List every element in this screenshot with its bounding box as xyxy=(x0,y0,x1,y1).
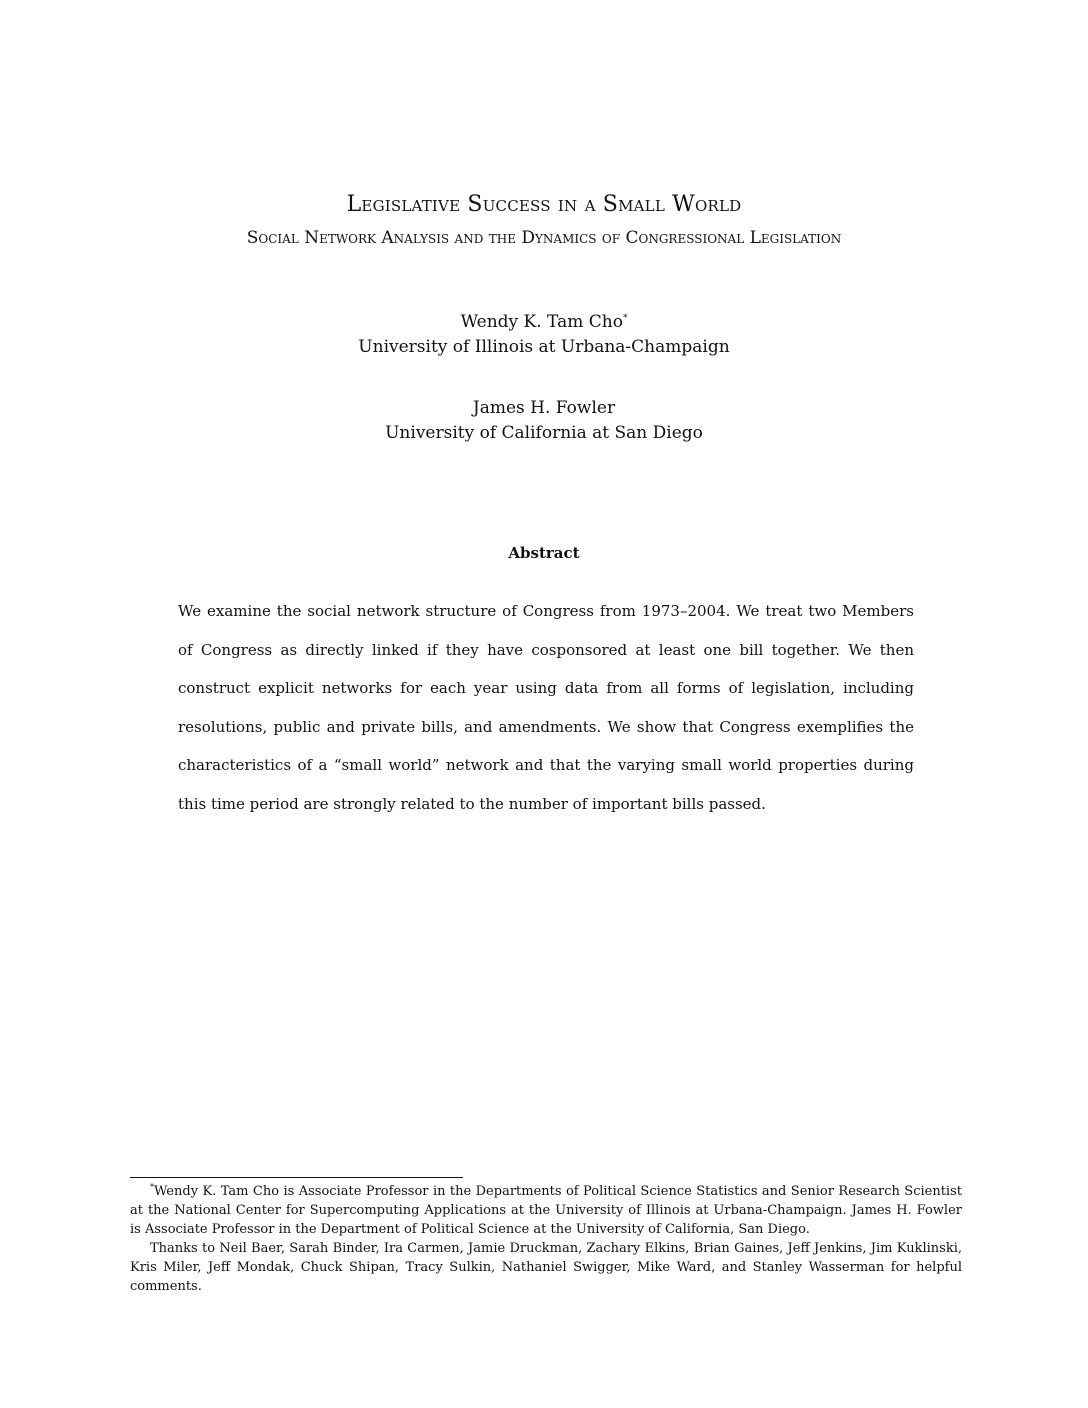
paper-subtitle: Social Network Analysis and the Dynamics of Congressional Legislation xyxy=(246,228,842,248)
author-name xyxy=(0,310,1088,335)
footnote-divider xyxy=(130,1177,463,1178)
author-block-fowler xyxy=(0,396,1088,446)
footnote-thanks: Thanks to Neil Baer, Sarah Binder, Ira Carmen, Jamie Druckman, Zachary Elkins, Brian Gaines, Jeff Jenkins, Jim Kuklinski, Kris Miler, Jeff Mondak, Chuck Shipan, Tracy Sulkin, Nathaniel Swigger, Mike Ward, and Stanley Wasserman for helpful comments. xyxy=(130,1241,962,1294)
author-affiliation: University of Illinois at Urbana-Champaign xyxy=(358,337,730,357)
paper-title: Legislative Success in a Small World xyxy=(346,192,742,217)
author-block-cho xyxy=(0,310,1088,360)
footnote-mark: * xyxy=(150,1182,154,1192)
abstract-body: We examine the social network structure of Congress from 1973–2004. We treat two Members of Congress as directly linked if they have cosponsored at least one bill together. We then construct explicit networks for each year using data from all forms of legislation, including resolutions, public and private bills, and amendments. We show that Congress exemplifies the characteristics of a “small world” network and that the varying small world properties during this time period are strongly related to the number of important bills passed. xyxy=(178,602,914,813)
footnote-mark: * xyxy=(622,313,628,324)
abstract-heading: Abstract xyxy=(508,544,580,562)
footnotes xyxy=(130,1182,962,1296)
author-affiliation: University of California at San Diego xyxy=(385,423,703,443)
footnote-paragraph xyxy=(130,1182,962,1239)
author-name: James H. Fowler xyxy=(472,398,616,418)
author-name-text: Wendy K. Tam Cho xyxy=(460,312,623,332)
footnote-text: Wendy K. Tam Cho is Associate Professor in the Departments of Political Science Statistics and Senior Research Scientist at the National Center for Supercomputing Applications at the University of Illinois at Urbana-Champaign. James H. Fowler is Associate Professor in the Department of Political Science at the University of California, San Diego. xyxy=(130,1184,962,1237)
